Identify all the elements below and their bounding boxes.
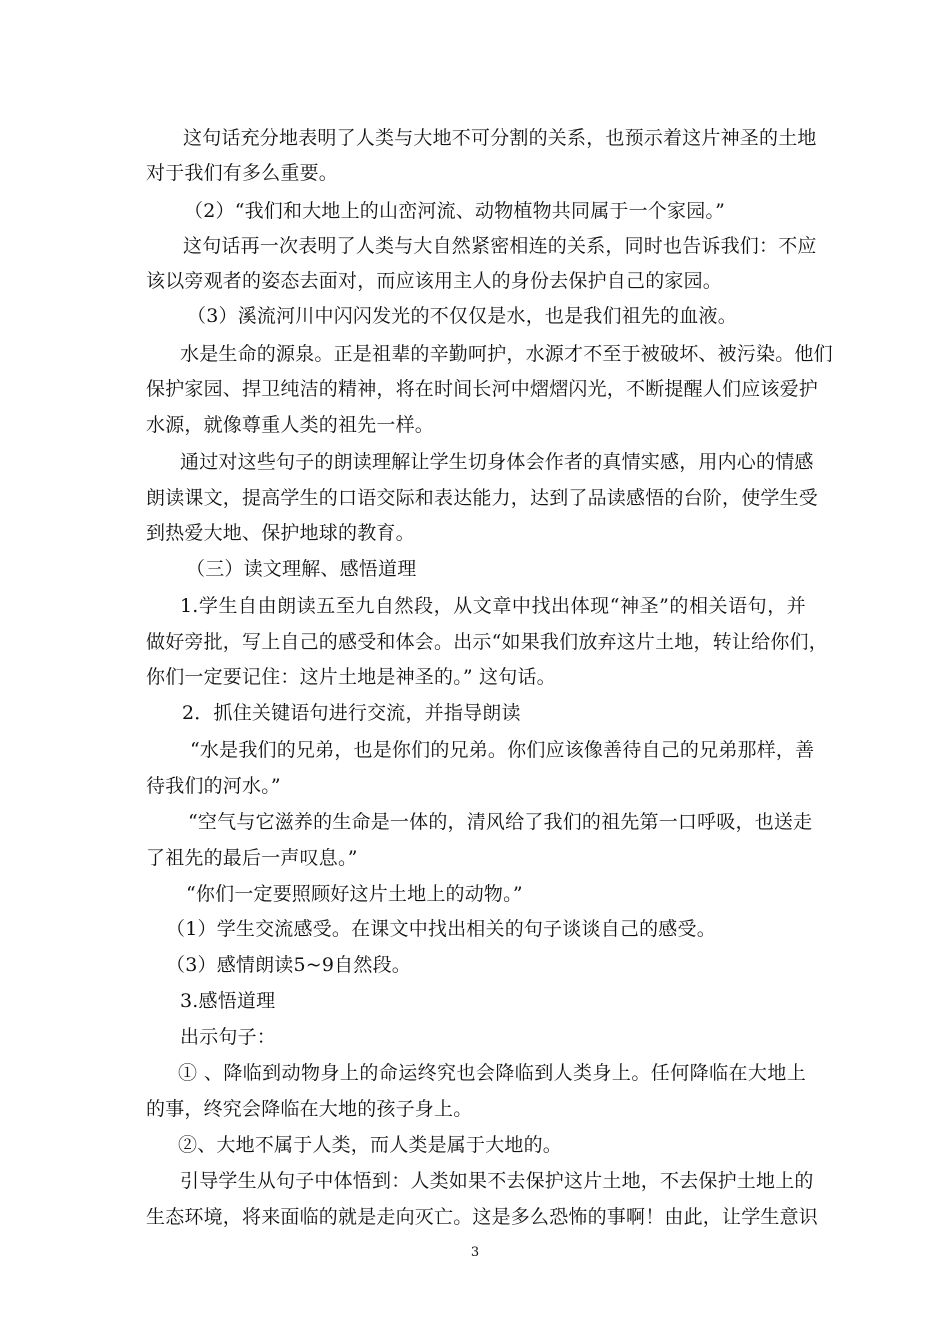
paragraph-line: 该以旁观者的姿态去面对，而应该用主人的身份去保护自己的家园。 [146, 270, 723, 292]
paragraph-line: （2）“我们和大地上的山峦河流、动物植物共同属于一个家园。” [184, 200, 726, 222]
section-heading: （三）读文理解、感悟道理 [186, 558, 417, 580]
paragraph-line: 到热爱大地、保护地球的教育。 [146, 522, 415, 544]
paragraph-line: （1）学生交流感受。在课文中找出相关的句子谈谈自己的感受。 [166, 918, 716, 940]
paragraph-line: “你们一定要照顾好这片土地上的动物。” [186, 883, 523, 905]
paragraph-line: ① 、降临到动物身上的命运终究也会降临到人类身上。任何降临在大地上 [178, 1062, 806, 1084]
paragraph-line: 做好旁批，写上自己的感受和体会。出示“如果我们放弃这片土地，转让给你们， [146, 631, 828, 653]
paragraph-line: 对于我们有多么重要。 [146, 162, 339, 184]
paragraph-line: 朗读课文，提高学生的口语交际和表达能力，达到了品读感悟的台阶，使学生受 [146, 487, 819, 509]
paragraph-line: “空气与它滋养的生命是一体的，清风给了我们的祖先第一口呼吸，也送走 [188, 811, 813, 833]
paragraph-line: 这句话再一次表明了人类与大自然紧密相连的关系，同时也告诉我们：不应 [183, 235, 817, 257]
paragraph-line: 1.学生自由朗读五至九自然段，从文章中找出体现“神圣”的相关语句，并 [180, 595, 806, 617]
paragraph-line: 的事，终究会降临在大地的孩子身上。 [146, 1098, 473, 1120]
paragraph-line: 保护家园、捍卫纯洁的精神，将在时间长河中熠熠闪光，不断提醒人们应该爱护 [146, 378, 819, 400]
paragraph-line: 引导学生从句子中体悟到：人类如果不去保护这片土地，不去保护土地上的 [180, 1170, 814, 1192]
paragraph-line: 水是生命的源泉。正是祖辈的辛勤呵护，水源才不至于被破坏、被污染。他们 [180, 343, 833, 365]
paragraph-line: 这句话充分地表明了人类与大地不可分割的关系，也预示着这片神圣的土地 [183, 127, 817, 149]
paragraph-line: （3）溪流河川中闪闪发光的不仅仅是水，也是我们祖先的血液。 [187, 305, 737, 327]
paragraph-line: 生态环境，将来面临的就是走向灭亡。这是多么恐怖的事啊！由此，让学生意识 [146, 1206, 819, 1228]
paragraph-line: 2．抓住关键语句进行交流，并指导朗读 [182, 702, 521, 724]
page-number: 3 [470, 1245, 480, 1260]
paragraph-line: 了祖先的最后一声叹息。” [146, 847, 358, 869]
paragraph-line: （3）感情朗读5~9自然段。 [166, 954, 411, 976]
paragraph-line: ②、大地不属于人类，而人类是属于大地的。 [178, 1134, 563, 1156]
paragraph-line: 通过对这些句子的朗读理解让学生切身体会作者的真情实感，用内心的情感 [180, 451, 814, 473]
paragraph-line: 你们一定要记住：这片土地是神圣的。” 这句话。 [146, 666, 556, 688]
paragraph-line: 水源，就像尊重人类的祖先一样。 [146, 414, 435, 436]
section-heading: 3.感悟道理 [180, 990, 276, 1012]
paragraph-line: “水是我们的兄弟，也是你们的兄弟。你们应该像善待自己的兄弟那样，善 [190, 739, 815, 761]
paragraph-line: 出示句子： [180, 1026, 277, 1048]
paragraph-line: 待我们的河水。” [146, 775, 281, 797]
